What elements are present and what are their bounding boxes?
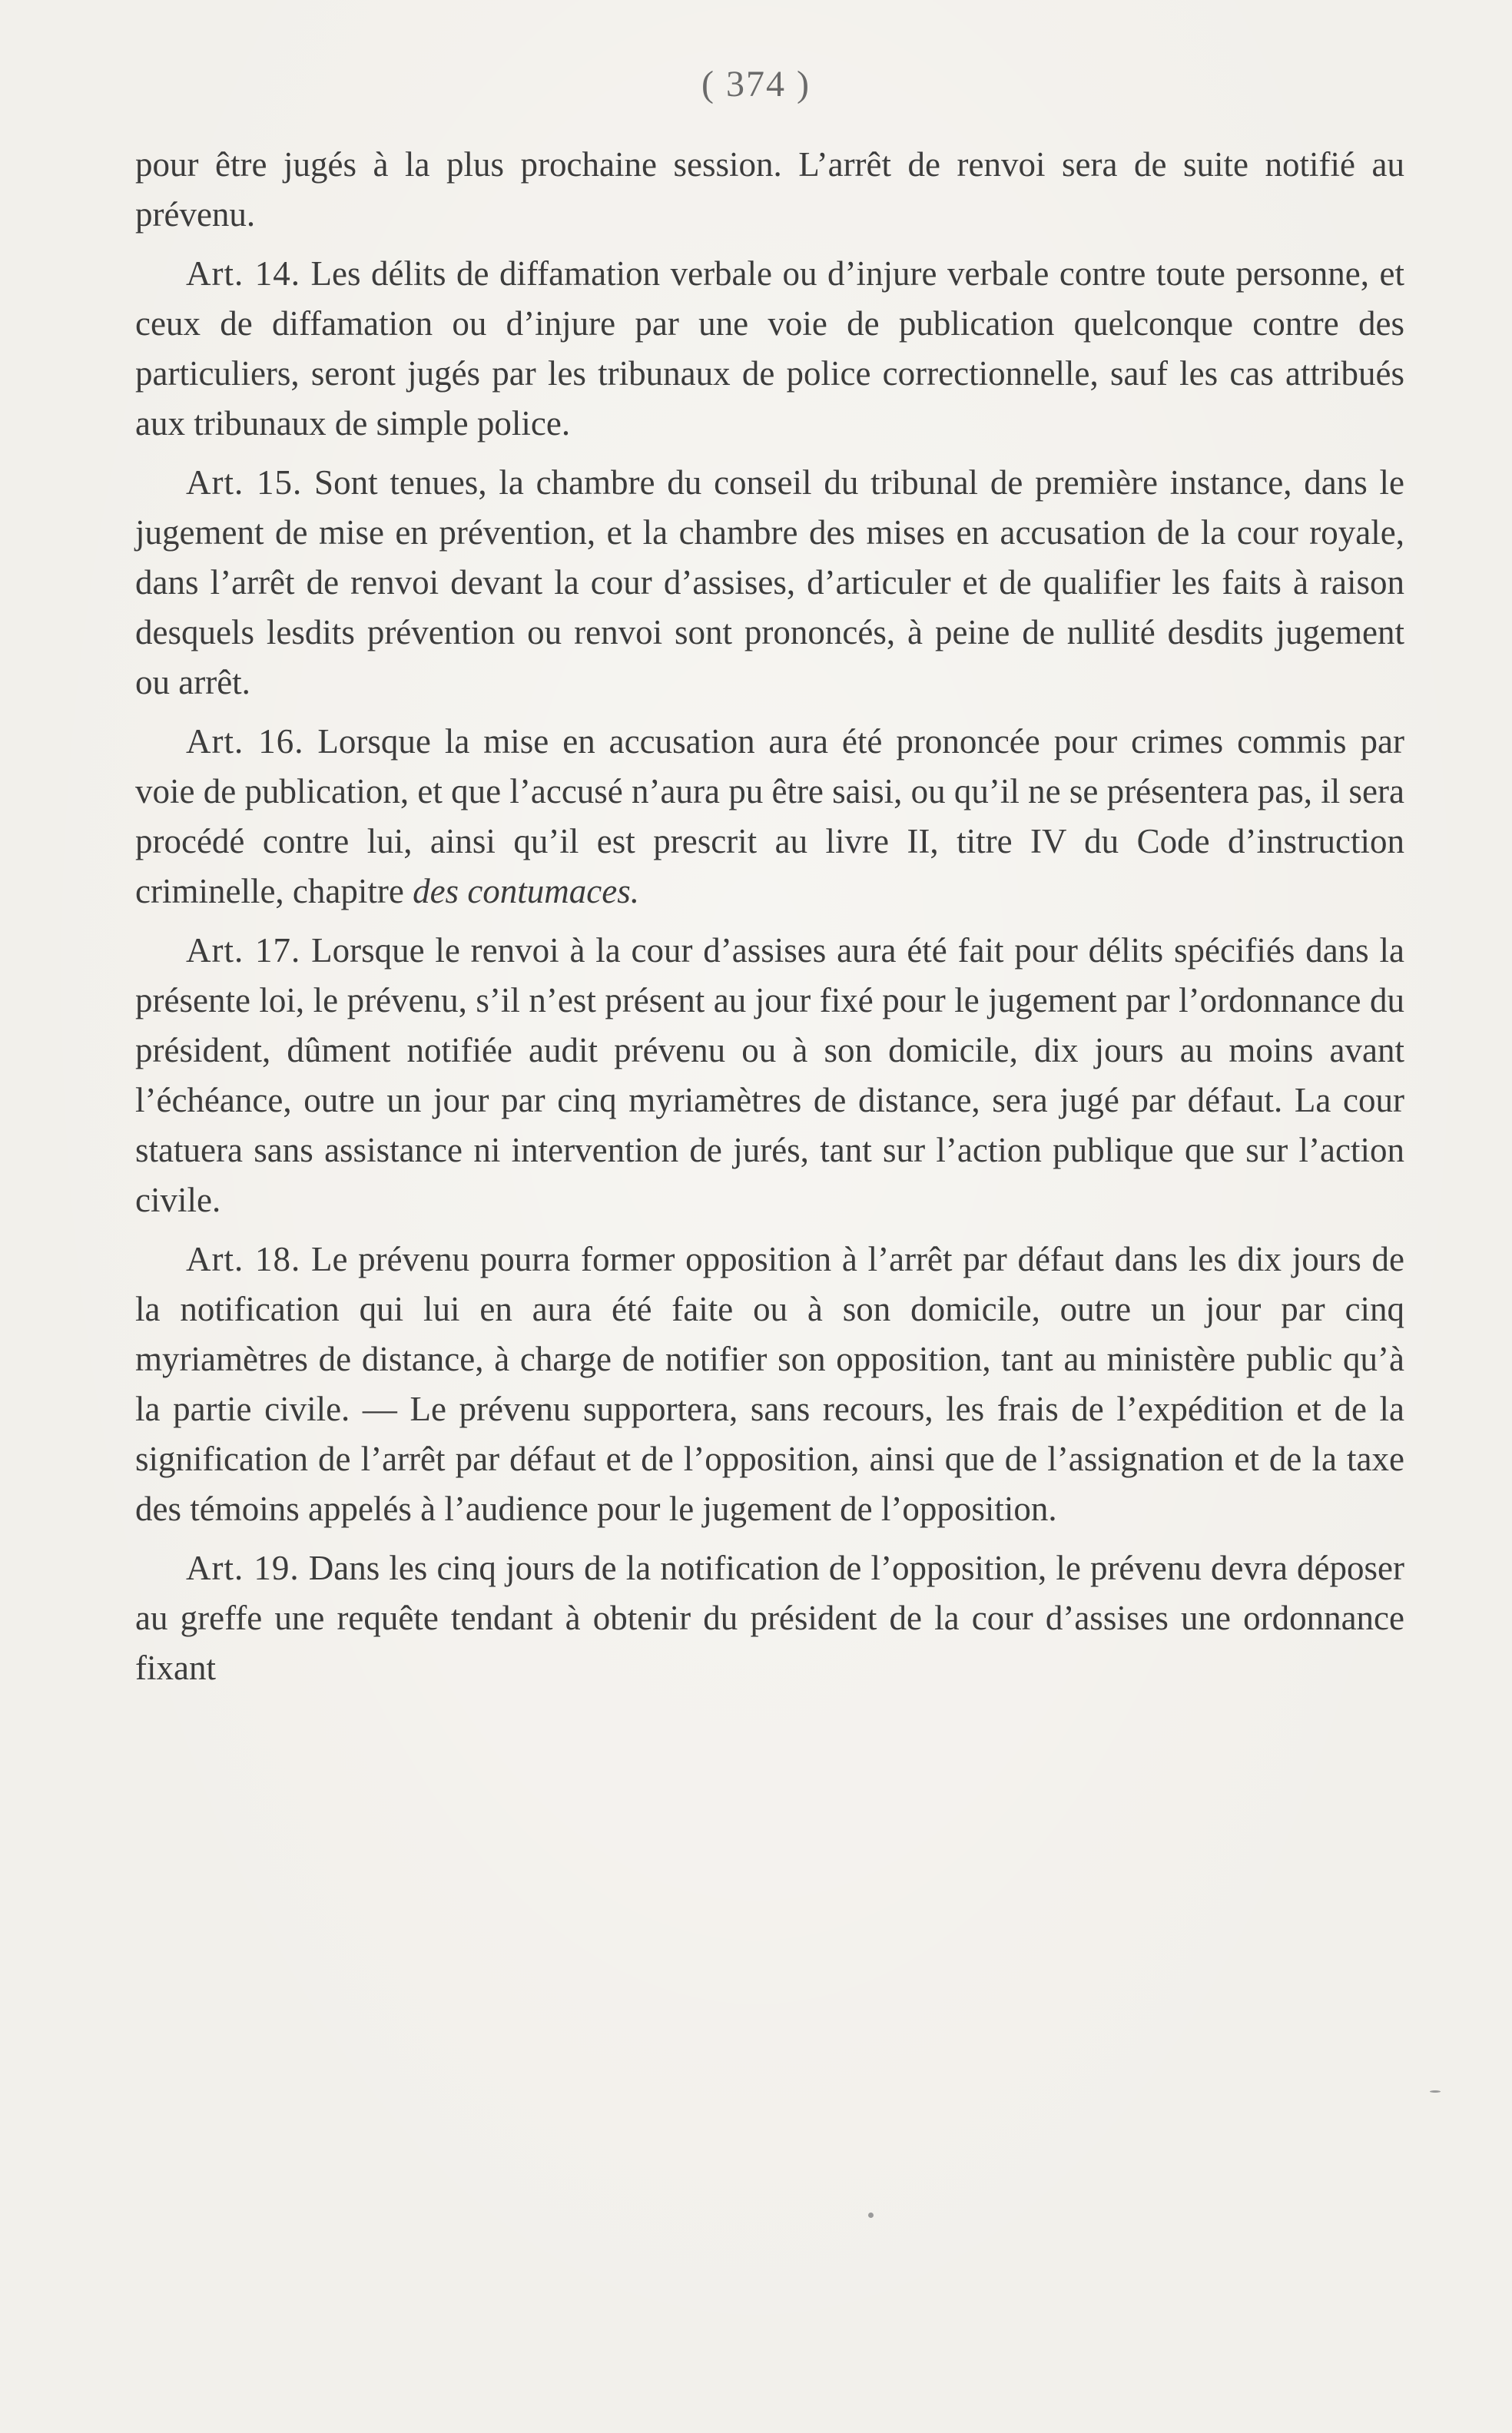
page-number: ( 374 ) <box>701 64 811 104</box>
ink-speck <box>868 2213 874 2218</box>
article-14 <box>135 249 1404 449</box>
article-label: Art. 18. <box>186 1240 301 1278</box>
article-label: Art. 19. <box>186 1549 300 1587</box>
article-text: Le prévenu pourra former opposition à l’arrêt par défaut dans les dix jours de la notification qui lui en aura été faite ou à son domicile, outre un jour par cinq myriamètres de distance, à charge de notifier son opposition, tant au ministère public qu’à la partie civile. — Le prévenu supportera, sans recours, les frais de l’expédition et de la signification de l’arrêt par défaut et de l’opposition, ainsi que de l’assignation et de la taxe des témoins appelés à l’audience pour le jugement de l’opposition. <box>135 1240 1404 1528</box>
paragraph-continuation <box>135 140 1404 240</box>
paragraph-text: pour être jugés à la plus prochaine session. L’arrêt de renvoi sera de suite notifié au prévenu. <box>135 145 1404 234</box>
article-label: Art. 15. <box>186 463 303 502</box>
article-18 <box>135 1235 1404 1534</box>
page-body <box>135 140 1404 1693</box>
article-text: Lorsque la mise en accusation aura été prononcée pour crimes commis par voie de publication, et que l’accusé n’aura pu être saisi, ou qu’il ne se présentera pas, il sera procédé contre lui, ainsi qu’il est prescrit au livre II, titre IV du Code d’instruction criminelle, chapitre <box>135 722 1404 910</box>
article-16 <box>135 717 1404 917</box>
article-19 <box>135 1543 1404 1693</box>
article-label: Art. 16. <box>186 722 304 761</box>
article-text: Les délits de diffamation verbale ou d’injure verbale contre toute personne, et ceux de diffamation ou d’injure par une voie de publication quelconque contre des particuliers, seront jugés par les tribunaux de police correctionnelle, sauf les cas attribués aux tribunaux de simple police. <box>135 254 1404 443</box>
article-15 <box>135 458 1404 708</box>
article-italic-text: des contumaces. <box>413 872 639 910</box>
article-label: Art. 17. <box>186 931 301 970</box>
article-17 <box>135 926 1404 1225</box>
article-text: Lorsque le renvoi à la cour d’assises aura été fait pour délits spécifiés dans la présente loi, le prévenu, s’il n’est présent au jour fixé pour le jugement par l’ordonnance du président, dûment notifiée audit prévenu ou à son domicile, dix jours au moins avant l’échéance, outre un jour par cinq myriamètres de distance, sera jugé par défaut. La cour statuera sans assistance ni intervention de jurés, tant sur l’action publique que sur l’action civile. <box>135 931 1404 1219</box>
article-label: Art. 14. <box>186 254 300 293</box>
article-text: Sont tenues, la chambre du conseil du tribunal de première instance, dans le jugement de mise en prévention, et la chambre des mises en accusation de la cour royale, dans l’arrêt de renvoi devant la cour d’assises, d’articuler et de qualifier les faits à raison desquels lesdits prévention ou renvoi sont prononcés, à peine de nullité desdits jugement ou arrêt. <box>135 463 1404 701</box>
article-text: Dans les cinq jours de la notification de l’opposition, le prévenu devra déposer au greffe une requête tendant à obtenir du président de la cour d’assises une ordonnance fixant <box>135 1549 1404 1687</box>
ink-speck <box>1430 2090 1441 2093</box>
